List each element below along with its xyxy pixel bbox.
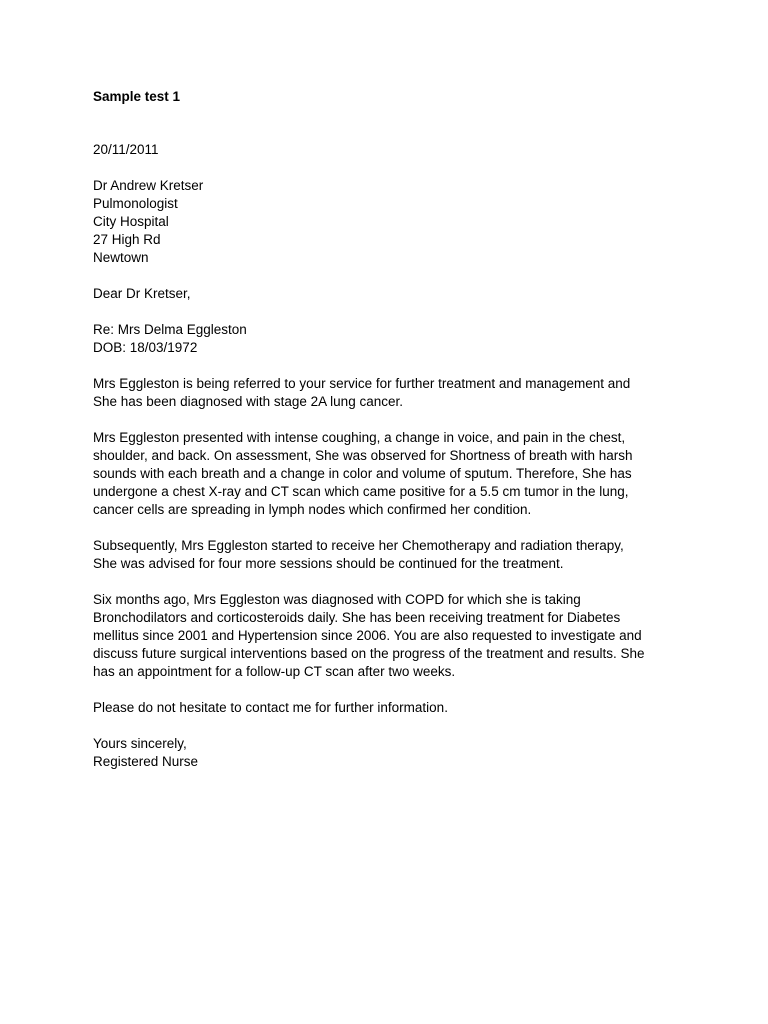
reference-block <box>93 321 683 357</box>
recipient-street: 27 High Rd <box>93 232 161 247</box>
letter-date: 20/11/2011 <box>93 142 159 157</box>
paragraph-line: sounds with each breath and a change in color and volume of sputum. Therefore, She has <box>93 466 632 481</box>
paragraph-referral <box>93 375 683 411</box>
paragraph-presentation <box>93 429 683 519</box>
paragraph-line: cancer cells are spreading in lymph nodes which confirmed her condition. <box>93 502 532 517</box>
paragraph-contact <box>93 699 683 717</box>
paragraph-line: discuss future surgical interventions based on the progress of the treatment and results. She <box>93 646 645 661</box>
paragraph-line: has an appointment for a follow-up CT scan after two weeks. <box>93 664 456 679</box>
recipient-name: Dr Andrew Kretser <box>93 178 204 193</box>
paragraph-line: Bronchodilators and corticosteroids daily. She has been receiving treatment for Diabetes <box>93 610 621 625</box>
paragraph-line: She has been diagnosed with stage 2A lung cancer. <box>93 394 403 409</box>
signature: Registered Nurse <box>93 754 199 769</box>
closing-phrase: Yours sincerely, <box>93 736 187 751</box>
recipient-town: Newtown <box>93 250 149 265</box>
paragraph-treatment <box>93 537 683 573</box>
paragraph-line: Subsequently, Mrs Eggleston started to receive her Chemotherapy and radiation therapy, <box>93 538 624 553</box>
paragraph-line: She was advised for four more sessions should be continued for the treatment. <box>93 556 564 571</box>
salutation: Dear Dr Kretser, <box>93 286 191 301</box>
paragraph-line: Please do not hesitate to contact me for further information. <box>93 700 448 715</box>
letter-page <box>93 88 683 771</box>
paragraph-line: undergone a chest X-ray and CT scan which came positive for a 5.5 cm tumor in the lung, <box>93 484 629 499</box>
paragraph-line: mellitus since 2001 and Hypertension since 2006. You are also requested to investigate and <box>93 628 642 643</box>
recipient-address <box>93 177 683 267</box>
recipient-role: Pulmonologist <box>93 196 178 211</box>
recipient-organization: City Hospital <box>93 214 169 229</box>
paragraph-line: Mrs Eggleston is being referred to your service for further treatment and management and <box>93 376 631 391</box>
closing-block <box>93 735 683 771</box>
dob-line: DOB: 18/03/1972 <box>93 340 198 355</box>
paragraph-line: shoulder, and back. On assessment, She was observed for Shortness of breath with harsh <box>93 448 633 463</box>
re-line: Re: Mrs Delma Eggleston <box>93 322 247 337</box>
document-title: Sample test 1 <box>93 89 181 104</box>
paragraph-history <box>93 591 683 681</box>
paragraph-line: Mrs Eggleston presented with intense coughing, a change in voice, and pain in the chest, <box>93 430 626 445</box>
paragraph-line: Six months ago, Mrs Eggleston was diagnosed with COPD for which she is taking <box>93 592 581 607</box>
